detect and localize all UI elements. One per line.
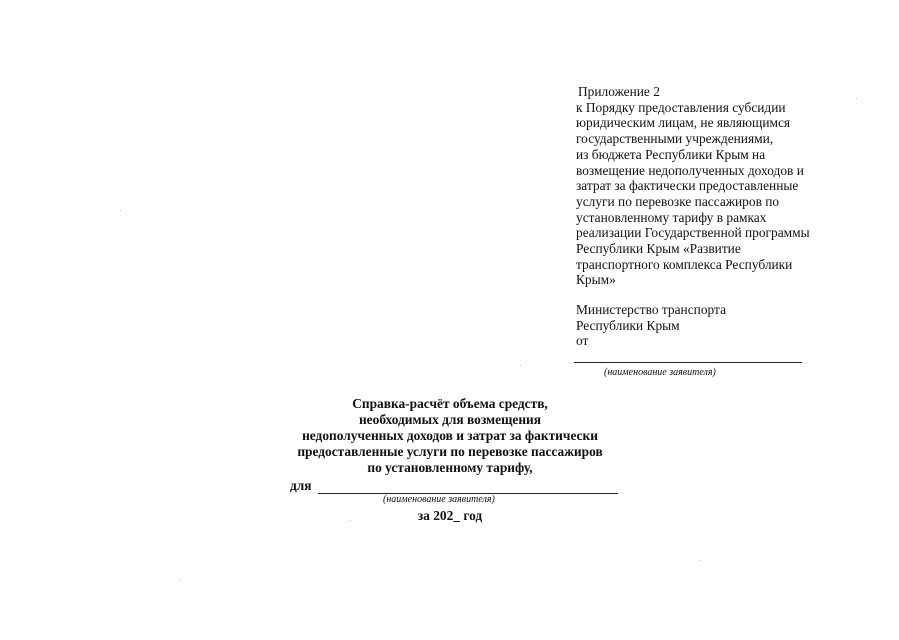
for-applicant-row xyxy=(290,478,618,494)
addressee-from: от xyxy=(576,333,589,349)
appendix-line: затрат за фактически предоставленные xyxy=(576,178,799,194)
applicant-caption: (наименование заявителя) xyxy=(604,367,716,378)
appendix-line: услуги по перевозке пассажиров по xyxy=(576,193,780,209)
scan-speck xyxy=(350,520,351,521)
appendix-title: Приложение 2 xyxy=(578,84,660,99)
appendix-line: из бюджета Республики Крым на xyxy=(576,146,766,162)
scan-speck xyxy=(120,210,121,211)
heading-line: предоставленные услуги по перевозке пассажиров xyxy=(297,444,603,459)
applicant-blank-line[interactable] xyxy=(574,362,802,363)
year-line: за 202_ год xyxy=(417,508,483,523)
appendix-line: реализации Государственной программы xyxy=(576,225,810,241)
appendix-line: юридическим лицам, не являющимся xyxy=(576,115,791,131)
appendix-line: возмещение недополученных доходов и xyxy=(576,162,804,178)
appendix-line: установленному тарифу в рамках xyxy=(576,209,767,225)
addressee-block xyxy=(576,302,876,349)
appendix-line: транспортного комплекса Республики xyxy=(576,256,793,272)
addressee-line: Республики Крым xyxy=(576,317,680,333)
scan-speck xyxy=(856,98,857,99)
appendix-line: Крым» xyxy=(576,272,616,288)
scan-speck xyxy=(700,560,701,561)
for-applicant-blank-line[interactable] xyxy=(318,479,618,494)
appendix-line: государственными учреждениями, xyxy=(576,131,774,147)
heading-line: необходимых для возмещения xyxy=(358,412,542,427)
heading-line: Справка-расчёт объема средств, xyxy=(352,396,548,411)
scan-speck xyxy=(520,365,521,366)
heading-line: по установленному тарифу, xyxy=(367,460,533,475)
appendix-block xyxy=(576,84,876,288)
scan-speck xyxy=(180,580,181,581)
appendix-line: Республики Крым «Развитие xyxy=(576,241,741,257)
document-heading xyxy=(260,396,640,476)
for-applicant-caption: (наименование заявителя) xyxy=(383,494,495,505)
for-label: для xyxy=(290,478,312,493)
heading-line: недополученных доходов и затрат за фактически xyxy=(302,428,598,443)
appendix-line: к Порядку предоставления субсидии xyxy=(576,99,786,115)
addressee-line: Министерство транспорта xyxy=(576,302,727,317)
